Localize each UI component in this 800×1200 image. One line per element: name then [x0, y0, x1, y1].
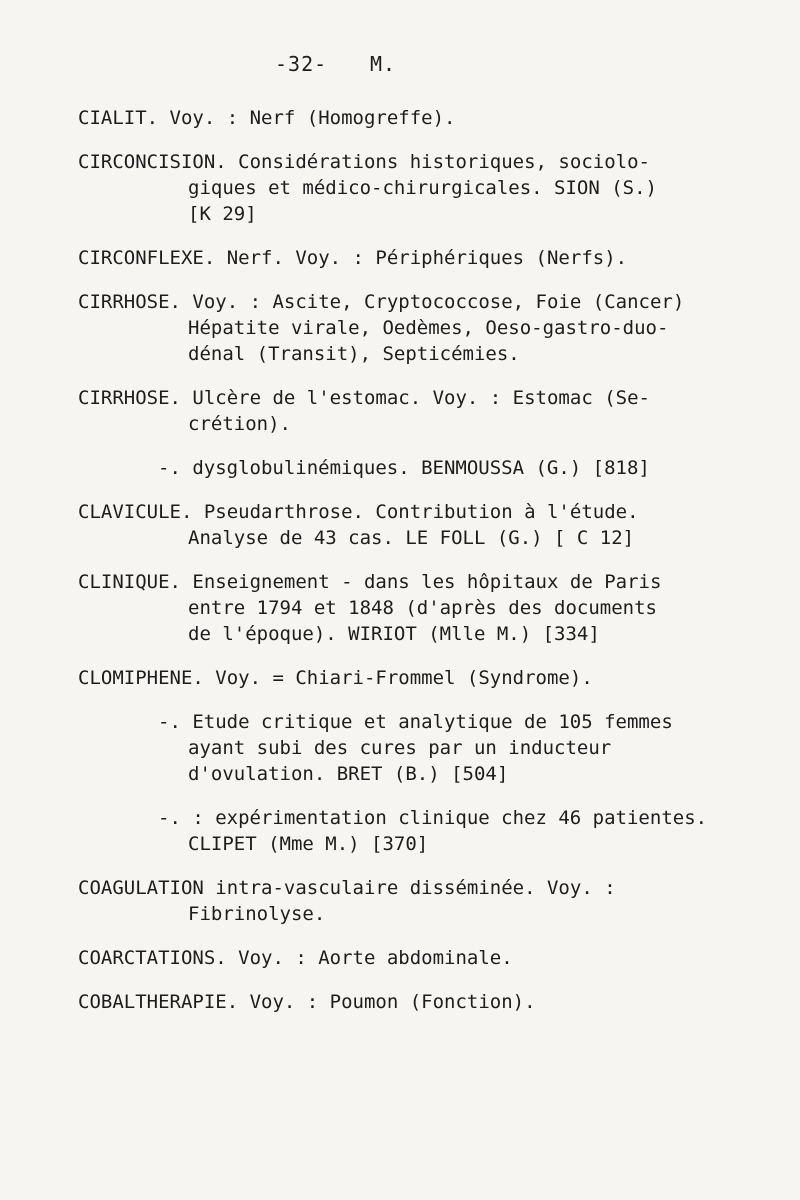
- entry-line: CLINIQUE. Enseignement - dans les hôpitaux de Paris: [78, 571, 662, 593]
- entry-line: -. Etude critique et analytique de 105 femmes: [158, 711, 673, 733]
- entry-line: Hépatite virale, Oedèmes, Oeso-gastro-duo-: [188, 317, 669, 339]
- index-subentry: [78, 805, 778, 857]
- index-entry: [78, 105, 778, 131]
- entry-line: CLOMIPHENE. Voy. = Chiari-Frommel (Syndrome).: [78, 667, 593, 689]
- index-entry: [78, 875, 778, 927]
- entry-line: giques et médico-chirurgicales. SION (S.): [188, 177, 657, 199]
- entry-line: ayant subi des cures par un inducteur: [188, 737, 612, 759]
- index-entry: [78, 289, 778, 367]
- entry-line: [K 29]: [188, 203, 257, 225]
- index-subentry: [78, 455, 778, 481]
- entry-line: COAGULATION intra-vasculaire disséminée. Voy. :: [78, 877, 616, 899]
- entry-line: entre 1794 et 1848 (d'après des documents: [188, 597, 657, 619]
- entry-line: Fibrinolyse.: [188, 903, 326, 925]
- entry-line: CIRCONFLEXE. Nerf. Voy. : Périphériques (Nerfs).: [78, 247, 628, 269]
- entry-line: CIRRHOSE. Ulcère de l'estomac. Voy. : Estomac (Se-: [78, 387, 650, 409]
- index-entry: [78, 569, 778, 647]
- index-entry: [78, 665, 778, 691]
- entry-line: CIRRHOSE. Voy. : Ascite, Cryptococcose, Foie (Cancer): [78, 291, 685, 313]
- index-entry: [78, 385, 778, 437]
- entry-line: d'ovulation. BRET (B.) [504]: [188, 763, 509, 785]
- page-number: -32-: [275, 52, 328, 76]
- entry-line: CIRCONCISION. Considérations historiques, sociolo-: [78, 151, 650, 173]
- entry-line: CLIPET (Mme M.) [370]: [188, 833, 429, 855]
- index-entry: [78, 149, 778, 227]
- entry-line: -. dysglobulinémiques. BENMOUSSA (G.) [818]: [158, 457, 650, 479]
- entry-line: de l'époque). WIRIOT (Mlle M.) [334]: [188, 623, 600, 645]
- entry-line: Analyse de 43 cas. LE FOLL (G.) [ C 12]: [188, 527, 635, 549]
- entry-line: COBALTHERAPIE. Voy. : Poumon (Fonction).: [78, 991, 536, 1013]
- index-entry: [78, 945, 778, 971]
- index-entry: [78, 245, 778, 271]
- entry-line: CLAVICULE. Pseudarthrose. Contribution à l'étude.: [78, 501, 639, 523]
- entry-line: -. : expérimentation clinique chez 46 patientes.: [158, 807, 708, 829]
- index-subentry: [78, 709, 778, 787]
- entry-line: dénal (Transit), Septicémies.: [188, 343, 520, 365]
- entry-line: CIALIT. Voy. : Nerf (Homogreffe).: [78, 107, 456, 129]
- index-entries: [78, 105, 778, 1033]
- entry-line: crétion).: [188, 413, 291, 435]
- section-letter: M.: [370, 52, 397, 76]
- index-entry: [78, 989, 778, 1015]
- entry-line: COARCTATIONS. Voy. : Aorte abdominale.: [78, 947, 513, 969]
- index-entry: [78, 499, 778, 551]
